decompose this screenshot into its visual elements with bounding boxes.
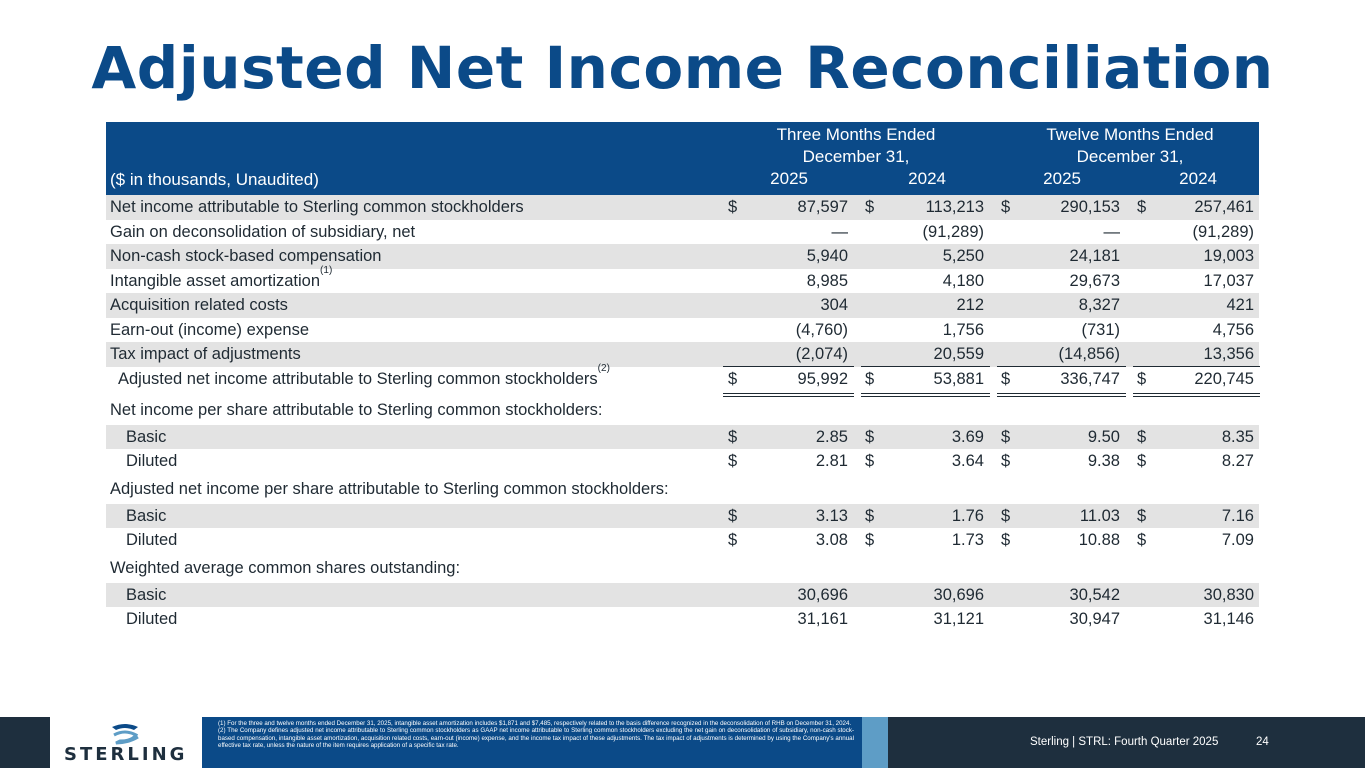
value-cell: — <box>1103 222 1120 241</box>
dollar-sign: $ <box>1137 427 1147 446</box>
table-row <box>106 583 1259 608</box>
value-cell: 3.08 <box>815 531 848 549</box>
dollar-sign: $ <box>1001 198 1011 216</box>
row-label-text: Basic <box>126 427 167 446</box>
row-label-text: Adjusted net income attributable to Sterling common stockholders <box>118 369 598 388</box>
footnote-ref: (1) <box>320 265 333 276</box>
row-label <box>110 395 603 425</box>
dollar-sign: $ <box>1137 531 1147 549</box>
unit-label: ($ in thousands, Unaudited) <box>110 170 319 189</box>
dollar-sign: $ <box>865 427 875 446</box>
dollar-sign: $ <box>865 198 875 216</box>
logo-text: STERLING <box>64 744 188 765</box>
table-row <box>106 363 1259 395</box>
row-label <box>126 607 177 632</box>
year-col-2: 2024 <box>908 169 946 188</box>
row-label-text: Tax impact of adjustments <box>110 345 301 363</box>
value-cell: 13,356 <box>1203 345 1254 363</box>
value-cell: 19,003 <box>1203 247 1254 265</box>
footnotes <box>202 717 862 768</box>
page-title: Adjusted Net Income Reconciliation <box>91 34 1274 102</box>
footer-bar <box>0 717 1365 768</box>
value-cell: 421 <box>1226 296 1254 314</box>
row-label-text: Diluted <box>126 452 178 470</box>
dollar-sign: $ <box>865 452 875 470</box>
value-cell: 336,747 <box>1060 369 1120 388</box>
table-row <box>106 244 1259 269</box>
value-cell: 9.50 <box>1087 427 1120 446</box>
table-row <box>106 449 1259 474</box>
dollar-sign: $ <box>1137 506 1147 525</box>
row-label <box>110 220 415 245</box>
value-cell: 95,992 <box>797 369 848 388</box>
dollar-sign: $ <box>728 452 738 470</box>
source-label: Sterling | STRL: Fourth Quarter 2025 <box>1030 736 1219 748</box>
dollar-sign: $ <box>728 369 738 388</box>
value-cell: 29,673 <box>1069 271 1120 290</box>
value-cell: 3.64 <box>951 452 984 470</box>
value-cell: 87,597 <box>797 198 848 216</box>
value-cell: (91,289) <box>1192 222 1254 241</box>
row-label <box>126 425 166 450</box>
value-cell: 3.13 <box>815 506 848 525</box>
row-label <box>110 553 460 583</box>
row-label-text: Adjusted net income per share attributable to Sterling common stockholders: <box>110 479 669 498</box>
value-cell: 30,696 <box>797 585 848 604</box>
row-label-text: Gain on deconsolidation of subsidiary, net <box>110 222 416 241</box>
dollar-sign: $ <box>1001 427 1011 446</box>
dollar-sign: $ <box>1137 452 1147 470</box>
table-row <box>106 293 1259 318</box>
value-cell: 24,181 <box>1069 247 1120 265</box>
table-row <box>106 425 1259 450</box>
table-row <box>106 342 1259 367</box>
row-label <box>110 265 333 294</box>
row-label-text: Diluted <box>126 531 178 549</box>
value-cell: 9.38 <box>1087 452 1120 470</box>
value-cell: — <box>831 222 848 241</box>
table-row <box>106 553 1259 583</box>
row-label-text: Non-cash stock-based compensation <box>110 247 382 265</box>
twelve-months-line2: December 31, <box>1076 147 1184 166</box>
value-cell: 5,250 <box>942 247 984 265</box>
value-cell: 30,947 <box>1069 610 1120 628</box>
table-row <box>106 474 1259 504</box>
value-cell: 7.16 <box>1221 506 1254 525</box>
row-label-text: Diluted <box>126 610 178 628</box>
value-cell: 2.81 <box>815 452 848 470</box>
row-label <box>110 293 288 318</box>
row-label-text: Basic <box>126 506 167 525</box>
value-cell: 2.85 <box>815 427 848 446</box>
footnote-1: (1) For the three and twelve months ended December 31, 2025, intangible asset amortization includes $1,871 and $7,485, respectively related to the basis difference recognized in the deconsolidation of RHB on December 31, 2024. <box>218 720 852 727</box>
dollar-sign: $ <box>1137 369 1147 388</box>
table-row <box>106 528 1259 553</box>
twelve-months-line1: Twelve Months Ended <box>1046 125 1214 144</box>
total-underline <box>861 393 990 394</box>
table-row <box>106 195 1259 220</box>
value-cell: 31,121 <box>933 610 984 628</box>
value-cell: (2,074) <box>795 345 848 363</box>
dollar-sign: $ <box>728 531 738 549</box>
value-cell: 220,745 <box>1194 369 1254 388</box>
table-body <box>106 195 1259 632</box>
value-cell: 8,985 <box>806 271 848 290</box>
row-label <box>118 363 610 392</box>
year-col-3: 2025 <box>1043 169 1081 188</box>
total-underline <box>997 393 1126 394</box>
row-label <box>126 528 177 553</box>
year-col-4: 2024 <box>1179 169 1217 188</box>
dollar-sign: $ <box>865 369 875 388</box>
row-label-text: Earn-out (income) expense <box>110 320 310 339</box>
row-label-text: Weighted average common shares outstanding: <box>110 558 461 577</box>
row-label <box>110 342 301 367</box>
table-row <box>106 395 1259 425</box>
row-label-text: Net income per share attributable to Sterling common stockholders: <box>110 400 603 419</box>
value-cell: 304 <box>820 296 848 314</box>
value-cell: (14,856) <box>1058 345 1120 363</box>
value-cell: 20,559 <box>933 345 984 363</box>
value-cell: 1.73 <box>951 531 984 549</box>
value-cell: (91,289) <box>922 222 984 241</box>
dollar-sign: $ <box>865 506 875 525</box>
table-row <box>106 318 1259 343</box>
value-cell: 10.88 <box>1078 531 1120 549</box>
page-number: 24 <box>1256 736 1269 748</box>
year-col-1: 2025 <box>770 169 808 188</box>
row-label-text: Net income attributable to Sterling common stockholders <box>110 198 524 216</box>
value-cell: 290,153 <box>1060 198 1120 216</box>
total-underline <box>723 393 854 394</box>
dollar-sign: $ <box>865 531 875 549</box>
reconciliation-table <box>106 122 1259 632</box>
row-label <box>110 195 524 220</box>
table-row <box>106 504 1259 529</box>
value-cell: 31,161 <box>797 610 848 628</box>
dollar-sign: $ <box>1137 198 1147 216</box>
footer-accent-block <box>862 717 888 768</box>
table-row <box>106 220 1259 245</box>
value-cell: 257,461 <box>1194 198 1254 216</box>
value-cell: 113,213 <box>925 198 984 216</box>
value-cell: 17,037 <box>1203 271 1254 290</box>
total-underline <box>1133 393 1260 394</box>
value-cell: (4,760) <box>795 320 848 339</box>
dollar-sign: $ <box>1001 531 1011 549</box>
value-cell: 4,180 <box>942 271 984 290</box>
value-cell: (731) <box>1081 320 1120 339</box>
value-cell: 5,940 <box>806 247 848 265</box>
row-label <box>126 449 177 474</box>
row-label <box>110 318 309 343</box>
value-cell: 1,756 <box>942 320 984 339</box>
row-label <box>110 244 381 269</box>
value-cell: 11.03 <box>1079 506 1120 525</box>
three-months-line1: Three Months Ended <box>776 125 936 144</box>
row-label-text: Basic <box>126 585 167 604</box>
value-cell: 3.69 <box>951 427 984 446</box>
value-cell: 30,696 <box>933 585 984 604</box>
dollar-sign: $ <box>728 198 738 216</box>
three-months-line2: December 31, <box>802 147 910 166</box>
value-cell: 8.35 <box>1221 427 1254 446</box>
footnote-2: (2) The Company defines adjusted net income attributable to Sterling common stockholders as GAAP net income attributable to Sterling common stockholders excluding the net gain on deconsolidation of subsidiary, non-cash stock-based compensation, intangible asset amortization, acquisition related costs, earn-out (income) expense, and the income tax impact of these adjustments. The tax impact of adjustments is determined by using the Company's annual effective tax rate, unless the nature of the item requires application of a specific tax rate. <box>218 727 854 750</box>
sterling-s-icon <box>108 723 142 745</box>
value-cell: 30,542 <box>1069 585 1120 604</box>
value-cell: 7.09 <box>1221 531 1254 549</box>
value-cell: 1.76 <box>951 506 984 525</box>
value-cell: 30,830 <box>1203 585 1254 604</box>
row-label-text: Intangible asset amortization <box>110 271 321 290</box>
table-header <box>106 122 1259 195</box>
row-label-text: Acquisition related costs <box>110 296 288 314</box>
table-row <box>106 607 1259 632</box>
sterling-logo <box>50 717 202 768</box>
dollar-sign: $ <box>728 506 738 525</box>
value-cell: 31,146 <box>1203 610 1254 628</box>
value-cell: 8.27 <box>1221 452 1254 470</box>
value-cell: 212 <box>956 296 984 314</box>
row-label <box>110 474 669 504</box>
value-cell: 8,327 <box>1078 296 1120 314</box>
dollar-sign: $ <box>728 427 738 446</box>
dollar-sign: $ <box>1001 452 1011 470</box>
row-label <box>126 583 166 608</box>
three-months-header <box>736 124 976 168</box>
twelve-months-header <box>1010 124 1250 168</box>
table-row <box>106 265 1259 294</box>
value-cell: 4,756 <box>1212 320 1254 339</box>
value-cell: 53,881 <box>933 369 984 388</box>
dollar-sign: $ <box>1001 369 1011 388</box>
row-label <box>126 504 166 529</box>
dollar-sign: $ <box>1001 506 1011 525</box>
footnote-ref: (2) <box>597 363 610 374</box>
